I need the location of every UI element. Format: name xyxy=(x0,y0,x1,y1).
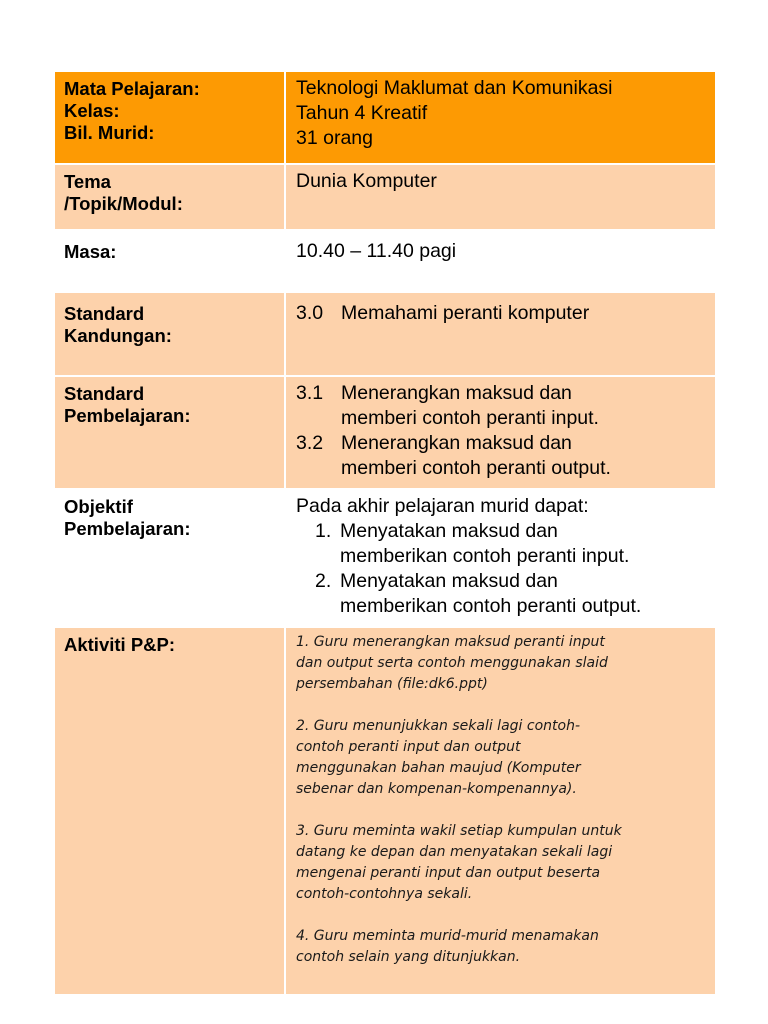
item-text-line: Menerangkan maksud dan xyxy=(341,382,572,404)
activity-line: 4. Guru meminta murid-murid menamakan xyxy=(296,928,599,944)
list-item xyxy=(296,569,715,619)
activity-line: datang ke depan dan menyatakan sekali lagi xyxy=(296,844,613,860)
activity-line: 3. Guru meminta wakil setiap kumpulan untuk xyxy=(296,823,622,839)
row-tema xyxy=(54,164,716,230)
row-aktiviti xyxy=(54,627,716,995)
activity-paragraph-4 xyxy=(296,926,707,968)
activity-paragraph-2 xyxy=(296,716,707,800)
item-text-line: memberi contoh peranti input. xyxy=(341,407,599,429)
row-standard-pembelajaran xyxy=(54,376,716,489)
label-standard: Standard xyxy=(64,303,145,324)
item-text-line: memberikan contoh peranti input. xyxy=(340,545,630,567)
value-masa: 10.40 – 11.40 pagi xyxy=(296,240,457,262)
tema-value-cell xyxy=(285,164,716,230)
header-labels-cell xyxy=(54,71,285,164)
standard-pembelajaran-label-cell xyxy=(54,376,285,489)
aktiviti-label-cell xyxy=(54,627,285,995)
item-number: 3.1 xyxy=(296,382,324,404)
value-tema: Dunia Komputer xyxy=(296,170,437,192)
item-text-line: Menerangkan maksud dan xyxy=(341,432,572,454)
aktiviti-value-cell xyxy=(285,627,716,995)
activity-line: menggunakan bahan maujud (Komputer xyxy=(296,760,581,776)
label-objektif: Objektif xyxy=(64,496,133,517)
activity-line: contoh selain yang ditunjukkan. xyxy=(296,949,521,965)
value-kelas: Tahun 4 Kreatif xyxy=(296,102,428,124)
standard-kandungan-item xyxy=(296,301,715,326)
standard-pembelajaran-value-cell xyxy=(285,376,716,489)
objektif-value-cell xyxy=(285,489,716,627)
tema-label-cell xyxy=(54,164,285,230)
label-standard: Standard xyxy=(64,383,145,404)
item-number: 1. xyxy=(315,520,332,542)
activity-line: 2. Guru menunjukkan sekali lagi contoh- xyxy=(296,718,580,734)
label-mata-pelajaran: Mata Pelajaran: xyxy=(64,78,200,99)
objektif-intro: Pada akhir pelajaran murid dapat: xyxy=(296,495,589,517)
standard-pembelajaran-item xyxy=(296,381,715,431)
row-masa xyxy=(54,230,716,292)
activity-line: contoh peranti input dan output xyxy=(296,739,521,755)
activity-line: sebenar dan kompenan-kompenannya). xyxy=(296,781,577,797)
label-masa: Masa: xyxy=(64,241,117,262)
item-text-line: memberi contoh peranti output. xyxy=(341,457,611,479)
lesson-plan-table xyxy=(53,70,717,996)
masa-value-cell xyxy=(285,230,716,292)
item-text-line: Menyatakan maksud dan xyxy=(340,570,558,592)
row-objektif xyxy=(54,489,716,627)
activity-line: persembahan (file:dk6.ppt) xyxy=(296,676,488,692)
label-aktiviti: Aktiviti P&P: xyxy=(64,634,176,655)
standard-pembelajaran-item xyxy=(296,431,715,481)
objektif-label-cell xyxy=(54,489,285,627)
activity-line: mengenai peranti input dan output beserta xyxy=(296,865,601,881)
item-text: Memahami peranti komputer xyxy=(341,302,590,324)
objektif-list xyxy=(296,519,715,619)
masa-label-cell xyxy=(54,230,285,292)
row-standard-kandungan xyxy=(54,292,716,376)
label-pembelajaran: Pembelajaran: xyxy=(64,405,191,426)
list-item xyxy=(296,519,715,569)
item-number: 2. xyxy=(315,570,332,592)
standard-kandungan-value-cell xyxy=(285,292,716,376)
label-tema: Tema xyxy=(64,171,111,192)
label-bil-murid: Bil. Murid: xyxy=(64,122,155,143)
item-number: 3.0 xyxy=(296,302,324,324)
header-values-cell xyxy=(285,71,716,164)
label-pembelajaran: Pembelajaran: xyxy=(64,518,191,539)
label-topik-modul: /Topik/Modul: xyxy=(64,193,183,214)
label-kandungan: Kandungan: xyxy=(64,325,172,346)
row-subject-class-students xyxy=(54,71,716,164)
item-text-line: Menyatakan maksud dan xyxy=(340,520,558,542)
standard-kandungan-label-cell xyxy=(54,292,285,376)
value-mata-pelajaran: Teknologi Maklumat dan Komunikasi xyxy=(296,77,613,99)
item-number: 3.2 xyxy=(296,432,324,454)
activity-line: contoh-contohnya sekali. xyxy=(296,886,473,902)
activity-paragraph-3 xyxy=(296,821,707,905)
activity-line: dan output serta contoh menggunakan slaid xyxy=(296,655,608,671)
label-kelas: Kelas: xyxy=(64,100,120,121)
activity-line: 1. Guru menerangkan maksud peranti input xyxy=(296,634,605,650)
value-bil-murid: 31 orang xyxy=(296,127,373,149)
activity-paragraph-1 xyxy=(296,632,707,695)
item-text-line: memberikan contoh peranti output. xyxy=(340,595,642,617)
